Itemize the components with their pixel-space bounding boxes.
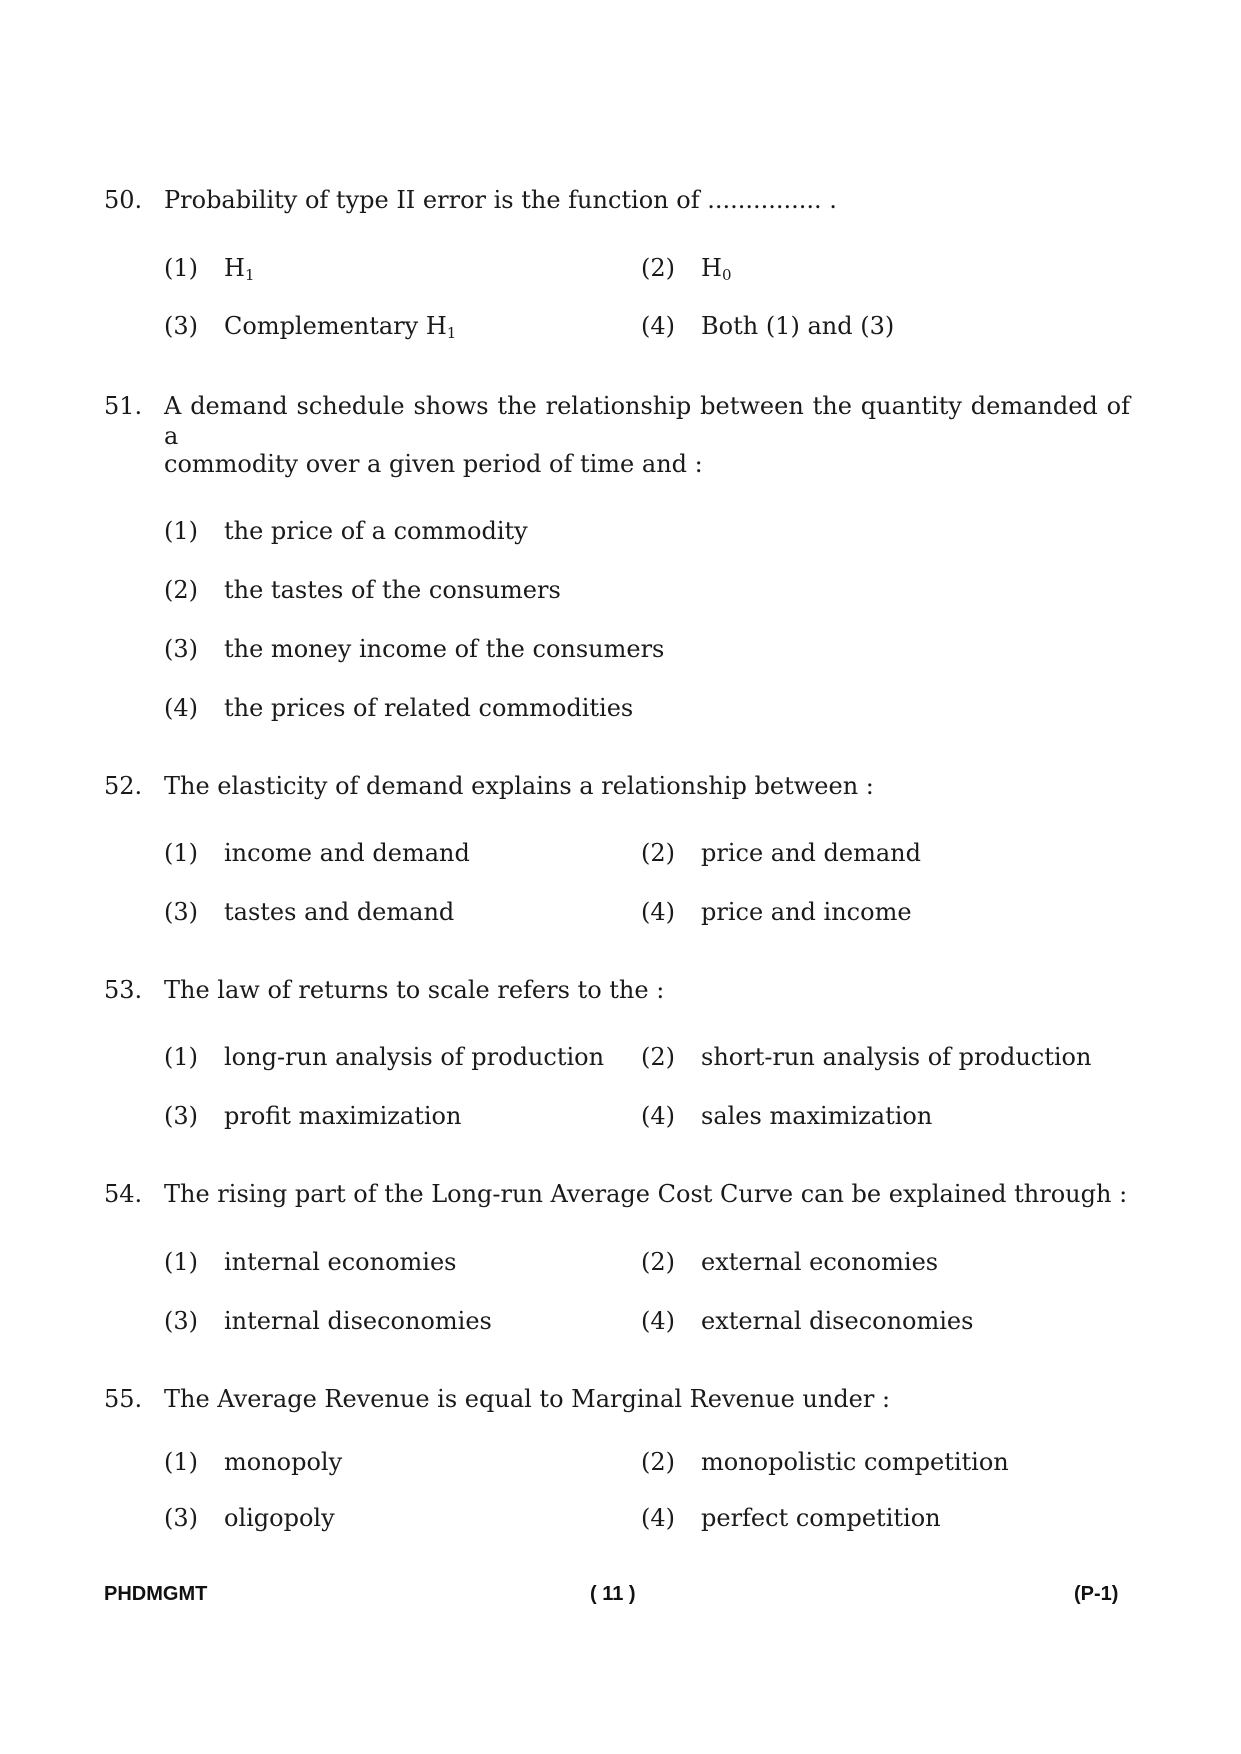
option-text: profit maximization [224, 1102, 462, 1130]
option-text: internal economies [224, 1248, 457, 1276]
option-text: tastes and demand [224, 898, 455, 926]
question-number: 55. [104, 1385, 143, 1413]
question-number: 53. [104, 976, 143, 1004]
option-number: (4) [641, 1102, 675, 1130]
question-text: The Average Revenue is equal to Marginal Revenue under : [164, 1385, 891, 1413]
question-number: 51. [104, 392, 143, 420]
option-number: (3) [164, 1504, 198, 1532]
subscript: 1 [244, 266, 255, 284]
option-text: long-run analysis of production [224, 1043, 605, 1071]
question-text: The elasticity of demand explains a relationship between : [164, 772, 874, 800]
option-number: (1) [164, 1043, 198, 1071]
option-number: (3) [164, 635, 198, 663]
option-text: the tastes of the consumers [224, 576, 561, 604]
option-number: (3) [164, 1307, 198, 1335]
footer-page-number: ( 11 ) [590, 1583, 636, 1605]
option-text: Complementary $H_1$ [224, 312, 457, 342]
option-number: (1) [164, 1448, 198, 1476]
option-number: (4) [164, 694, 198, 722]
option-text: short-run analysis of production [701, 1043, 1092, 1071]
option-number: (3) [164, 312, 198, 340]
option-text: the price of a commodity [224, 517, 528, 545]
question-number: 52. [104, 772, 143, 800]
option-number: (1) [164, 1248, 198, 1276]
question-text-line1: A demand schedule shows the relationship between the quantity demanded of a [164, 392, 1130, 450]
option-number: (1) [164, 839, 198, 867]
subscript: 1 [446, 324, 457, 342]
option-text: internal diseconomies [224, 1307, 492, 1335]
option-text: sales maximization [701, 1102, 933, 1130]
option-number: (2) [641, 1448, 675, 1476]
option-number: (4) [641, 1307, 675, 1335]
footer-paper-code: PHDMGMT [104, 1583, 208, 1605]
question-text: The law of returns to scale refers to the : [164, 976, 665, 1004]
option-text: income and demand [224, 839, 470, 867]
option-text: price and income [701, 898, 912, 926]
option-number: (4) [641, 898, 675, 926]
option-number: (3) [164, 898, 198, 926]
option-text: the money income of the consumers [224, 635, 665, 663]
option-number: (2) [164, 576, 198, 604]
question-text: Probability of type II error is the function of ............... . [164, 186, 837, 214]
option-number: (3) [164, 1102, 198, 1130]
option-text: $H_0$ [701, 254, 732, 284]
option-text: external economies [701, 1248, 939, 1276]
option-text: monopolistic competition [701, 1448, 1009, 1476]
question-number: 50. [104, 186, 143, 214]
option-text: $H_1$ [224, 254, 255, 284]
option-number: (2) [641, 1043, 675, 1071]
option-text: oligopoly [224, 1504, 335, 1532]
option-number: (2) [641, 1248, 675, 1276]
footer-set-code: (P-1) [1074, 1583, 1119, 1605]
option-number: (2) [641, 254, 675, 282]
question-text-line2: commodity over a given period of time and : [164, 450, 703, 478]
question-text: The rising part of the Long-run Average Cost Curve can be explained through : [164, 1180, 1128, 1208]
option-text: Both (1) and (3) [701, 312, 895, 340]
option-number: (1) [164, 254, 198, 282]
option-text: the prices of related commodities [224, 694, 634, 722]
question-number: 54. [104, 1180, 143, 1208]
option-text: external diseconomies [701, 1307, 974, 1335]
option-number: (1) [164, 517, 198, 545]
option-text: monopoly [224, 1448, 343, 1476]
option-text: price and demand [701, 839, 921, 867]
option-number: (4) [641, 312, 675, 340]
option-text: perfect competition [701, 1504, 941, 1532]
option-number: (4) [641, 1504, 675, 1532]
option-number: (2) [641, 839, 675, 867]
subscript: 0 [721, 266, 732, 284]
